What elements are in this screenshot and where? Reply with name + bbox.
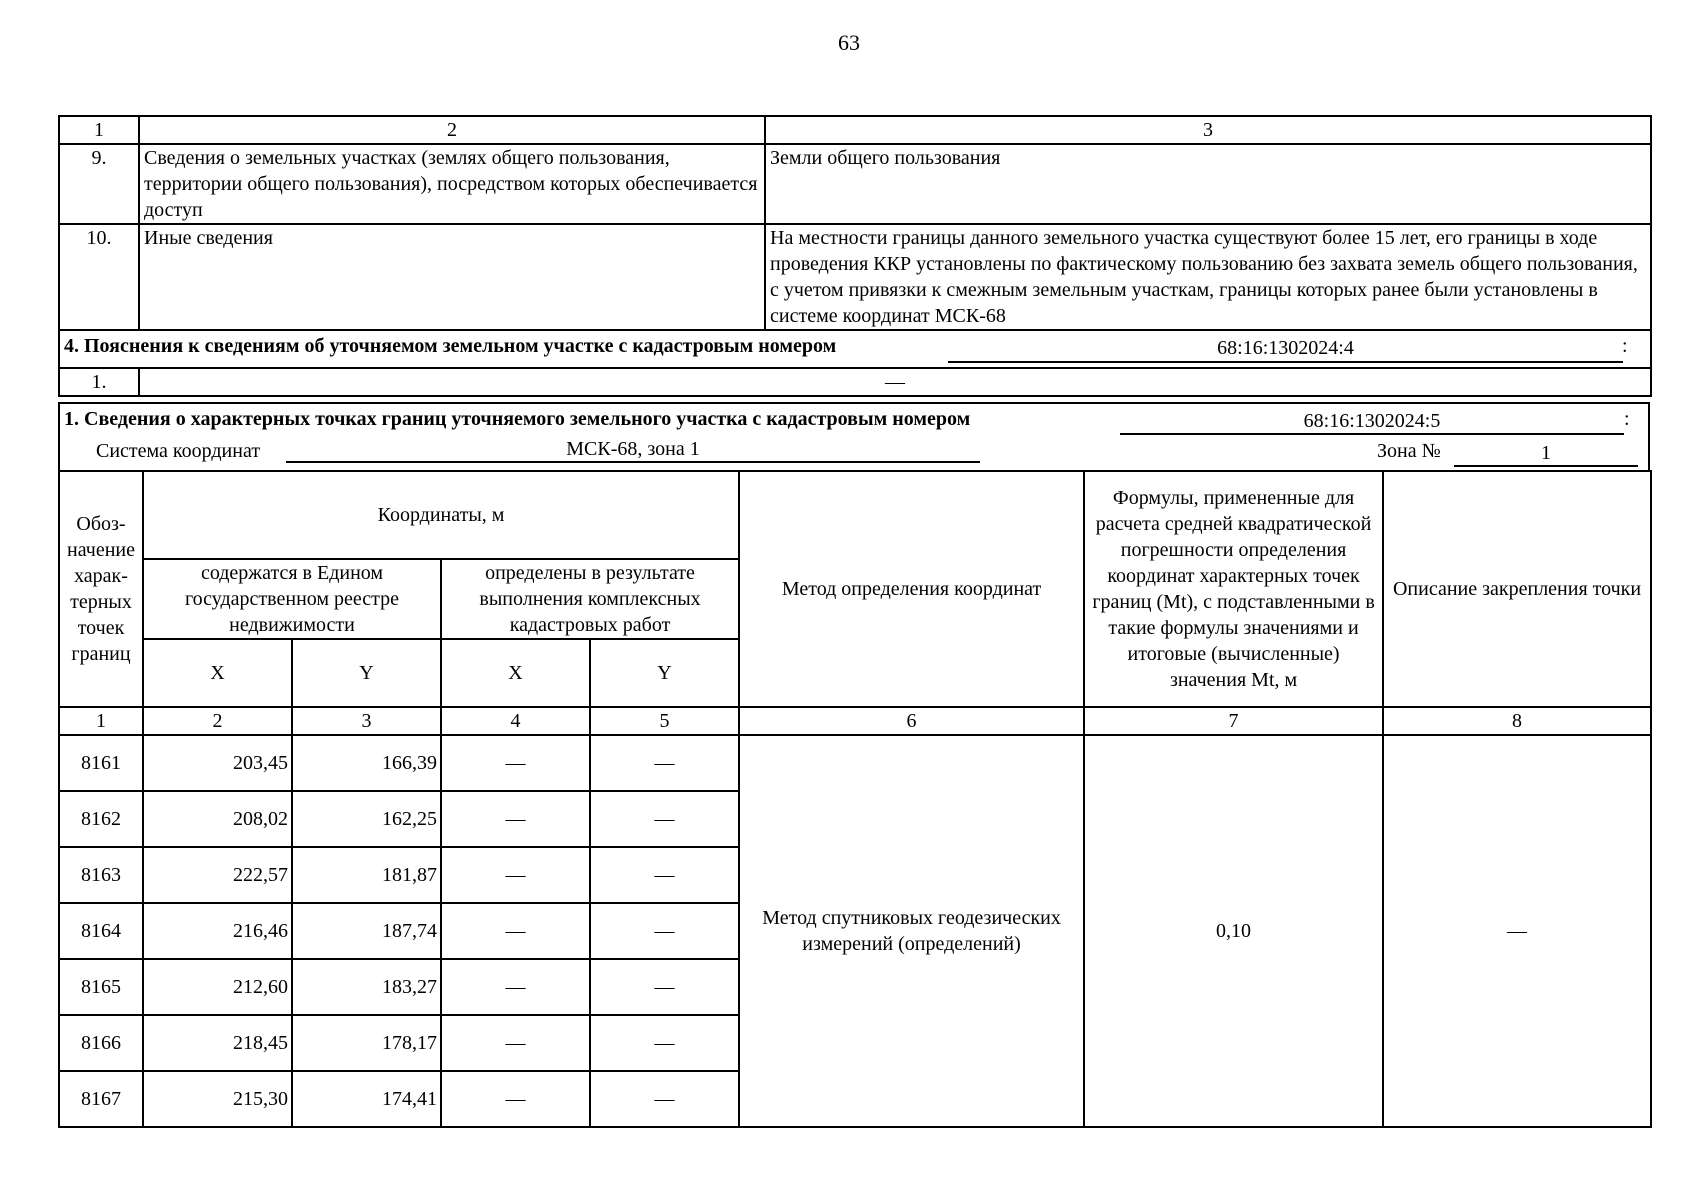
egrn-x: 208,02 (143, 791, 292, 847)
kkr-y: — (590, 847, 739, 903)
kkr-x: — (441, 959, 590, 1015)
point-id: 8166 (59, 1015, 143, 1071)
kkr-y: — (590, 959, 739, 1015)
col-coords-header: Координаты, м (143, 471, 739, 559)
table-row (59, 144, 1651, 224)
col-egrn-header: содержатся в Едином государственном реестре недвижимости (143, 559, 441, 639)
col-kkr-header: определены в результате выполнения комплексных кадастровых работ (441, 559, 739, 639)
kkr-y: — (590, 735, 739, 791)
kkr-x: — (441, 735, 590, 791)
row-value: На местности границы данного земельного участка существуют более 15 лет, его границы в ходе проведения ККР установлены по фактическому пользованию без захвата земель общего пользования, с учетом привязки к смежным земельным участкам, границы которых ранее были установлены в системе координат МСК-68 (765, 224, 1651, 330)
egrn-y: 187,74 (292, 903, 441, 959)
kkr-y: — (590, 791, 739, 847)
egrn-y: 162,25 (292, 791, 441, 847)
kkr-x: — (441, 847, 590, 903)
col-y-header: Y (292, 639, 441, 707)
column-number: 4 (441, 707, 590, 735)
column-number: 7 (1084, 707, 1383, 735)
egrn-x: 216,46 (143, 903, 292, 959)
col-x-header: X (441, 639, 590, 707)
section4-cadastral-number: 68:16:1302024:4 (948, 335, 1623, 363)
kkr-y: — (590, 1071, 739, 1127)
column-number: 8 (1383, 707, 1651, 735)
column-number: 1 (59, 707, 143, 735)
col-x-header: X (143, 639, 292, 707)
column-number: 2 (143, 707, 292, 735)
points-table (58, 470, 1652, 1128)
colon: : (1624, 408, 1630, 430)
row-number: 1. (59, 368, 139, 396)
column-number: 6 (739, 707, 1084, 735)
egrn-y: 183,27 (292, 959, 441, 1015)
kkr-y: — (590, 1015, 739, 1071)
row-number: 10. (59, 224, 139, 330)
zone-label: Зона № (1377, 440, 1441, 462)
section4-title: 4. Пояснения к сведениям об уточняемом земельном участке с кадастровым номером (64, 335, 837, 357)
section1-header (58, 402, 1650, 470)
kkr-x: — (441, 1015, 590, 1071)
col-method-header: Метод определения координат (739, 471, 1084, 707)
egrn-y: 174,41 (292, 1071, 441, 1127)
row-number: 9. (59, 144, 139, 224)
method-cell: Метод спутниковых геодезических измерений (определений) (739, 735, 1084, 1127)
egrn-x: 218,45 (143, 1015, 292, 1071)
coord-system-value: МСК-68, зона 1 (286, 438, 980, 463)
row-value: — (139, 368, 1651, 396)
table-row (59, 368, 1651, 396)
point-id: 8163 (59, 847, 143, 903)
row-label: Иные сведения (139, 224, 765, 330)
row-value: Земли общего пользования (765, 144, 1651, 224)
point-id: 8164 (59, 903, 143, 959)
row-label: Сведения о земельных участках (землях общего пользования, территории общего пользования), посредством которых обеспечивается доступ (139, 144, 765, 224)
kkr-y: — (590, 903, 739, 959)
section1-title: 1. Сведения о характерных точках границ уточняемого земельного участка с кадастровым номером (64, 408, 971, 430)
colon: : (1622, 335, 1628, 357)
point-id: 8167 (59, 1071, 143, 1127)
table-row (59, 735, 1651, 791)
zone-value: 1 (1454, 442, 1638, 467)
kkr-x: — (441, 903, 590, 959)
section1-cadastral-number: 68:16:1302024:5 (1120, 410, 1624, 435)
point-id: 8162 (59, 791, 143, 847)
table-row (59, 224, 1651, 330)
egrn-x: 212,60 (143, 959, 292, 1015)
point-id: 8161 (59, 735, 143, 791)
section4-header (59, 330, 1651, 368)
header-cell: 3 (765, 116, 1651, 144)
egrn-y: 181,87 (292, 847, 441, 903)
egrn-y: 178,17 (292, 1015, 441, 1071)
coord-system-label: Система координат (96, 440, 261, 462)
column-number: 5 (590, 707, 739, 735)
mt-cell: 0,10 (1084, 735, 1383, 1127)
egrn-x: 203,45 (143, 735, 292, 791)
header-row (59, 471, 1651, 559)
egrn-x: 215,30 (143, 1071, 292, 1127)
kkr-x: — (441, 791, 590, 847)
column-numbers-row (59, 707, 1651, 735)
egrn-x: 222,57 (143, 847, 292, 903)
col-formula-header: Формулы, примененные для расчета средней квадратической погрешности определения координат характерных точек границ (Mt), с подставленными в такие формулы значениями и итоговые (вычисленные) значения Mt, м (1084, 471, 1383, 707)
desc-cell: — (1383, 735, 1651, 1127)
info-table-header (59, 116, 1651, 144)
header-cell: 1 (59, 116, 139, 144)
egrn-y: 166,39 (292, 735, 441, 791)
header-cell: 2 (139, 116, 765, 144)
column-number: 3 (292, 707, 441, 735)
col-y-header: Y (590, 639, 739, 707)
col-desc-header: Описание закрепления точки (1383, 471, 1651, 707)
info-table (58, 115, 1652, 397)
kkr-x: — (441, 1071, 590, 1127)
page-number: 63 (838, 30, 860, 55)
col-point-header: Обоз-начение харак-терных точек границ (59, 471, 143, 707)
point-id: 8165 (59, 959, 143, 1015)
